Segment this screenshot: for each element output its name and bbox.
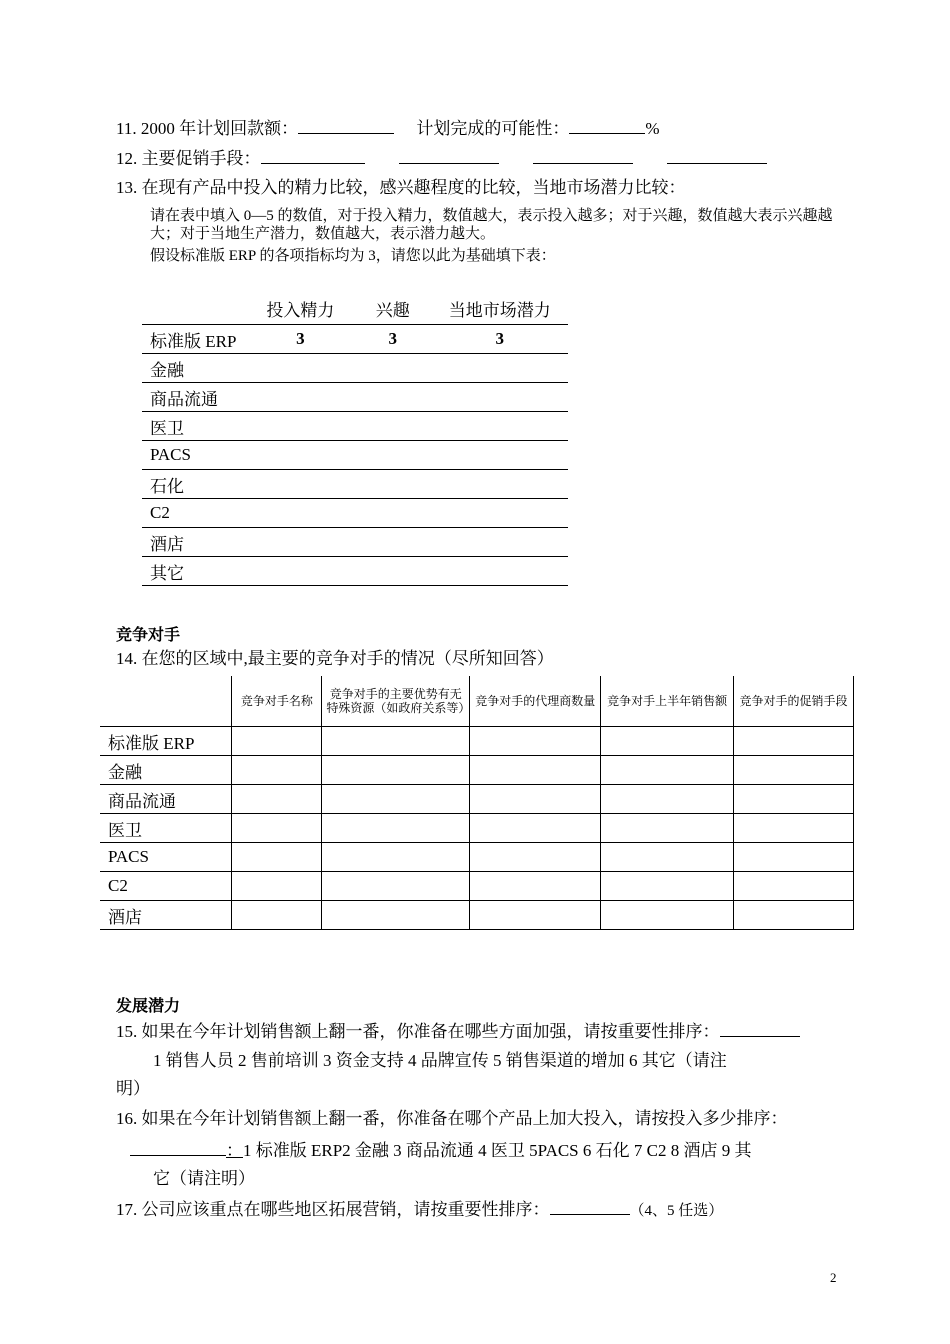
q17-hint: （4、5 任选）: [629, 1203, 724, 1219]
effort-cell[interactable]: [247, 383, 354, 412]
table-row: [142, 441, 568, 470]
potential-cell[interactable]: 3: [432, 325, 568, 354]
row-label: PACS: [100, 843, 232, 872]
header-interest: 兴趣: [354, 292, 432, 325]
promotion-cell[interactable]: [734, 756, 854, 785]
q15-line: [116, 1020, 800, 1043]
header-agent-count: 竞争对手的代理商数量: [470, 676, 601, 727]
interest-cell[interactable]: [354, 354, 432, 383]
header-competitor-name: 竞争对手名称: [232, 676, 322, 727]
table-header-row: [142, 292, 568, 325]
q12-blank-2[interactable]: [399, 147, 499, 164]
page-number: 2: [830, 1270, 837, 1285]
row-label: 医卫: [142, 412, 247, 441]
effort-cell[interactable]: [247, 412, 354, 441]
interest-cell[interactable]: 3: [354, 325, 432, 354]
q13-note-2: 假设标准版 ERP 的各项指标均为 3，请您以此为基础填下表：: [150, 248, 556, 264]
row-label: 酒店: [142, 528, 247, 557]
interest-cell[interactable]: [354, 499, 432, 528]
effort-cell[interactable]: [247, 557, 354, 586]
blank-header: [142, 292, 247, 325]
potential-cell[interactable]: [432, 354, 568, 383]
table-row: [100, 756, 854, 785]
promotion-cell[interactable]: [734, 843, 854, 872]
row-label: 标准版 ERP: [142, 325, 247, 354]
q16-answer-blank[interactable]: [130, 1139, 226, 1156]
sales-cell[interactable]: [601, 756, 734, 785]
promotion-cell[interactable]: [734, 814, 854, 843]
advantage-cell[interactable]: [322, 785, 470, 814]
sales-cell[interactable]: [601, 872, 734, 901]
section-competitors-heading: 竞争对手: [116, 627, 181, 644]
sales-cell[interactable]: [601, 843, 734, 872]
advantage-cell[interactable]: [322, 814, 470, 843]
agent-count-cell[interactable]: [470, 785, 601, 814]
potential-cell[interactable]: [432, 528, 568, 557]
table-row: [142, 499, 568, 528]
row-label: 酒店: [100, 901, 232, 930]
advantage-cell[interactable]: [322, 843, 470, 872]
competitor-name-cell[interactable]: [232, 785, 322, 814]
table-row: [100, 843, 854, 872]
q14-label: 14. 在您的区域中,最主要的竞争对手的情况（尽所知回答）: [116, 649, 554, 668]
q11-percent: %: [645, 119, 660, 138]
table-row: [100, 785, 854, 814]
table-row: [142, 557, 568, 586]
potential-cell[interactable]: [432, 383, 568, 412]
q16-label: 16. 如果在今年计划销售额上翻一番，你准备在哪个产品上加大投入，请按投入多少排序：: [116, 1109, 788, 1128]
row-label: 商品流通: [142, 383, 247, 412]
q16-options: 1 标准版 ERP2 金融 3 商品流通 4 医卫 5PACS 6 石化 7 C2 8 酒店 9 其: [243, 1141, 752, 1160]
effort-cell[interactable]: [247, 528, 354, 557]
advantage-cell[interactable]: [322, 901, 470, 930]
promotion-cell[interactable]: [734, 872, 854, 901]
q12-line: [116, 147, 767, 170]
row-label: C2: [142, 499, 247, 528]
row-label: 标准版 ERP: [100, 727, 232, 756]
interest-cell[interactable]: [354, 470, 432, 499]
q15-options-cont: 明）: [116, 1079, 150, 1098]
effort-cell[interactable]: [247, 470, 354, 499]
q16-options-line: [130, 1139, 751, 1162]
table-row: [100, 872, 854, 901]
q11-line: [116, 117, 660, 140]
row-label: 金融: [142, 354, 247, 383]
interest-cell[interactable]: [354, 412, 432, 441]
q15-label: 15. 如果在今年计划销售额上翻一番，你准备在哪些方面加强，请按重要性排序：: [116, 1022, 720, 1041]
competitor-name-cell[interactable]: [232, 872, 322, 901]
header-market-potential: 当地市场潜力: [432, 292, 568, 325]
potential-cell[interactable]: [432, 470, 568, 499]
advantage-cell[interactable]: [322, 872, 470, 901]
agent-count-cell[interactable]: [470, 872, 601, 901]
agent-count-cell[interactable]: [470, 814, 601, 843]
q13-note-1: 请在表中填入 0—5 的数值，对于投入精力，数值越大，表示投入越多；对于兴趣，数值越大表示兴趣越大；对于当地生产潜力，数值越大，表示潜力越大。: [150, 208, 833, 242]
competitor-table: [100, 676, 854, 930]
header-promotion-means: 竞争对手的促销手段: [734, 676, 854, 727]
potential-cell[interactable]: [432, 412, 568, 441]
q17-answer-blank[interactable]: [550, 1198, 630, 1215]
effort-interest-table: [142, 292, 568, 586]
competitor-name-cell[interactable]: [232, 814, 322, 843]
table-row: [142, 325, 568, 354]
effort-cell[interactable]: [247, 441, 354, 470]
q11-possibility-blank[interactable]: [569, 117, 645, 134]
competitor-name-cell[interactable]: [232, 843, 322, 872]
row-label: PACS: [142, 441, 247, 470]
competitor-name-cell[interactable]: [232, 756, 322, 785]
q11-amount-blank[interactable]: [298, 117, 394, 134]
agent-count-cell[interactable]: [470, 843, 601, 872]
header-half-year-sales: 竞争对手上半年销售额: [601, 676, 734, 727]
q17-line: [116, 1198, 723, 1222]
potential-cell[interactable]: [432, 557, 568, 586]
potential-cell[interactable]: [432, 499, 568, 528]
header-competitor-advantage: 竞争对手的主要优势有无特殊资源（如政府关系等）: [322, 676, 470, 727]
q16-options-cont: 它（请注明）: [153, 1169, 255, 1188]
q12-blank-1[interactable]: [261, 147, 365, 164]
agent-count-cell[interactable]: [470, 727, 601, 756]
interest-cell[interactable]: [354, 528, 432, 557]
row-label: 石化: [142, 470, 247, 499]
table-header-row: [100, 676, 854, 727]
q15-options: 1 销售人员 2 售前培训 3 资金支持 4 品牌宣传 5 销售渠道的增加 6 其它（请注: [153, 1051, 727, 1070]
table-row: [100, 901, 854, 930]
potential-cell[interactable]: [432, 441, 568, 470]
header-effort: 投入精力: [247, 292, 354, 325]
table-row: [142, 383, 568, 412]
q17-label: 17. 公司应该重点在哪些地区拓展营销，请按重要性排序：: [116, 1200, 550, 1219]
q11-possibility-label: 计划完成的可能性：: [416, 119, 570, 138]
agent-count-cell[interactable]: [470, 901, 601, 930]
sales-cell[interactable]: [601, 814, 734, 843]
interest-cell[interactable]: [354, 441, 432, 470]
table-row: [142, 412, 568, 441]
sales-cell[interactable]: [601, 727, 734, 756]
sales-cell[interactable]: [601, 901, 734, 930]
table-row: [100, 814, 854, 843]
q12-label: 12. 主要促销手段：: [116, 149, 261, 168]
row-label: C2: [100, 872, 232, 901]
promotion-cell[interactable]: [734, 785, 854, 814]
row-label: 医卫: [100, 814, 232, 843]
effort-cell[interactable]: 3: [247, 325, 354, 354]
q12-blank-4[interactable]: [667, 147, 767, 164]
table-row: [142, 354, 568, 383]
q12-blank-3[interactable]: [533, 147, 633, 164]
agent-count-cell[interactable]: [470, 756, 601, 785]
q16-colon: ：: [226, 1141, 243, 1160]
advantage-cell[interactable]: [322, 756, 470, 785]
advantage-cell[interactable]: [322, 727, 470, 756]
table-row: [100, 727, 854, 756]
table-row: [142, 528, 568, 557]
effort-cell[interactable]: [247, 499, 354, 528]
interest-cell[interactable]: [354, 383, 432, 412]
row-label: 金融: [100, 756, 232, 785]
promotion-cell[interactable]: [734, 901, 854, 930]
sales-cell[interactable]: [601, 785, 734, 814]
q13-label: 13. 在现有产品中投入的精力比较，感兴趣程度的比较，当地市场潜力比较：: [116, 178, 686, 197]
competitor-name-cell[interactable]: [232, 727, 322, 756]
table-row: [142, 470, 568, 499]
effort-cell[interactable]: [247, 354, 354, 383]
competitor-name-cell[interactable]: [232, 901, 322, 930]
interest-cell[interactable]: [354, 557, 432, 586]
q11-label: 11. 2000 年计划回款额：: [116, 119, 299, 138]
row-label: 商品流通: [100, 785, 232, 814]
q15-answer-blank[interactable]: [720, 1020, 800, 1037]
blank-header: [100, 676, 232, 727]
promotion-cell[interactable]: [734, 727, 854, 756]
row-label: 其它: [142, 557, 247, 586]
section-potential-heading: 发展潜力: [116, 998, 181, 1015]
